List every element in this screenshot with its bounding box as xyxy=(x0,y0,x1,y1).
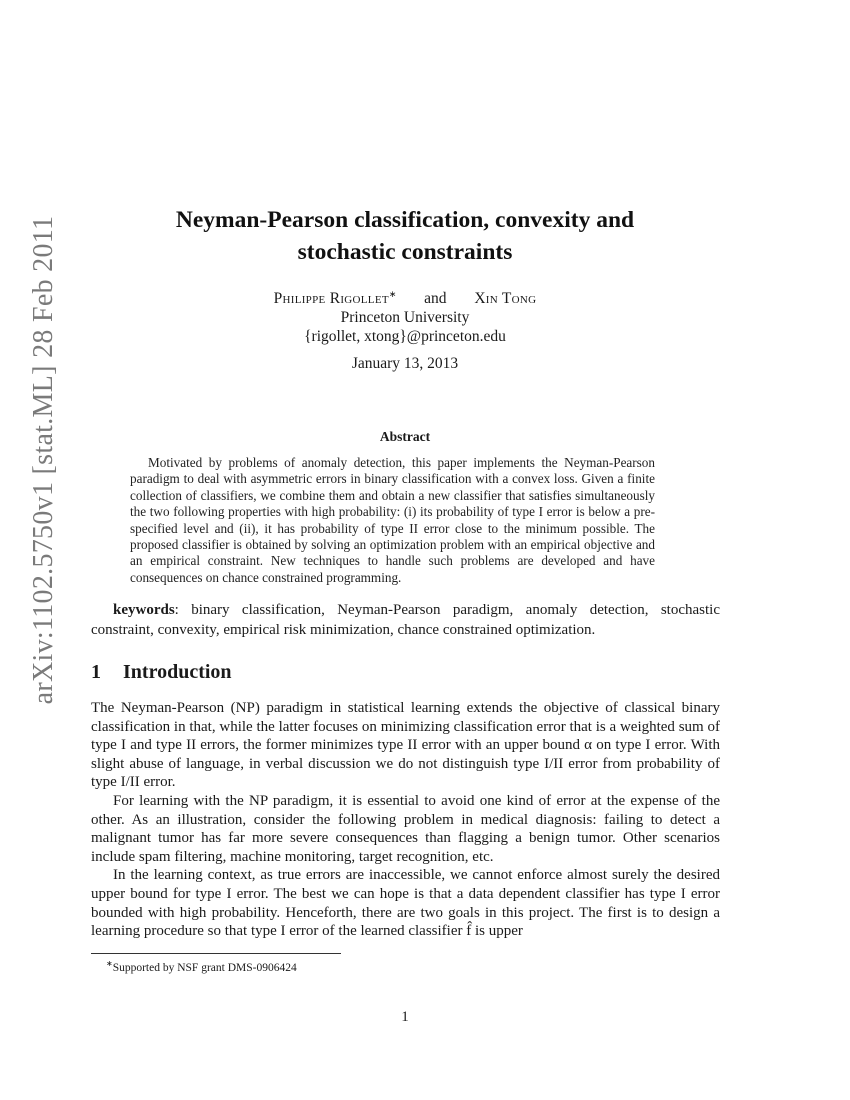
title-line-1: Neyman-Pearson classification, convexity and xyxy=(175,207,635,233)
author-name-2: Xin Tong xyxy=(474,290,537,308)
paragraph-1: The Neyman-Pearson (NP) paradigm in statistical learning extends the objective of classical binary classification in that, while the latter focuses on minimizing classification error that is a weighted sum of type I and type II errors, the former minimizes type II error with an upper bound α on type I error. With slight abuse of language, in verbal discussion we do not distinguish type I/II error from probability of type I/II error. xyxy=(91,700,720,791)
arxiv-identifier-stamp: arXiv:1102.5750v1 [stat.ML] 28 Feb 2011 xyxy=(28,215,59,705)
title-line-2: stochastic constraints xyxy=(297,239,513,265)
keywords-paragraph xyxy=(91,600,720,640)
paper-date: January 13, 2013 xyxy=(351,355,459,372)
author-email: {rigollet, xtong}@princeton.edu xyxy=(304,328,506,346)
paper-title xyxy=(100,204,710,268)
affiliation: Princeton University xyxy=(340,309,470,327)
footnote-text: Supported by NSF grant DMS-0906424 xyxy=(112,961,297,974)
section-number: 1 xyxy=(91,661,101,683)
author-line xyxy=(100,285,710,308)
keywords-text: : binary classification, Neyman-Pearson paradigm, anomaly detection, stochastic constraint, convexity, empirical risk minimization, chance constrained optimization. xyxy=(91,602,720,638)
body-text xyxy=(91,699,720,941)
author-block xyxy=(100,285,710,346)
paragraph-2: For learning with the NP paradigm, it is essential to avoid one kind of error at the expense of the other. As an illustration, consider the following problem in medical diagnosis: failing to detect a malignant tumor has far more severe consequences than flagging a benign tumor. Other scenarios include spam filtering, machine monitoring, target recognition, etc. xyxy=(91,792,720,865)
abstract-heading: Abstract xyxy=(379,429,431,444)
paragraph-3: In the learning context, as true errors are inaccessible, we cannot enforce almost surely the desired upper bound for type I error. The best we can hope is that a data dependent classifier has type I error bounded with high probability. Henceforth, there are two goals in this project. The first is to design a learning procedure so that type I error of the learned classifier f̂ is upper xyxy=(91,867,720,940)
abstract-text: Motivated by problems of anomaly detection, this paper implements the Neyman-Pearson paradigm to deal with asymmetric errors in binary classification with a convex loss. Given a finite collection of classifiers, we combine them and obtain a new classifier that satisfies simultaneously the two following properties with high probability: (i) its probability of type I error is below a pre-specified level and (ii), it has probability of type II error close to the minimum possible. The proposed classifier is obtained by solving an optimization problem with an empirical objective and an empirical constraint. New techniques to handle such problems are developed and have consequences on chance constrained programming. xyxy=(130,455,655,585)
footnote-divider xyxy=(91,953,341,954)
page-number: 1 xyxy=(401,1009,409,1025)
author-name-1: Philippe Rigollet xyxy=(273,290,389,308)
author-footnote-mark: ∗ xyxy=(388,289,397,299)
section-title: Introduction xyxy=(123,661,232,683)
footnote xyxy=(91,959,591,974)
footnote-mark: ∗ xyxy=(106,959,113,968)
author-connector: and xyxy=(424,290,447,308)
section-heading xyxy=(91,661,232,684)
keywords-label: keywords xyxy=(113,602,175,618)
